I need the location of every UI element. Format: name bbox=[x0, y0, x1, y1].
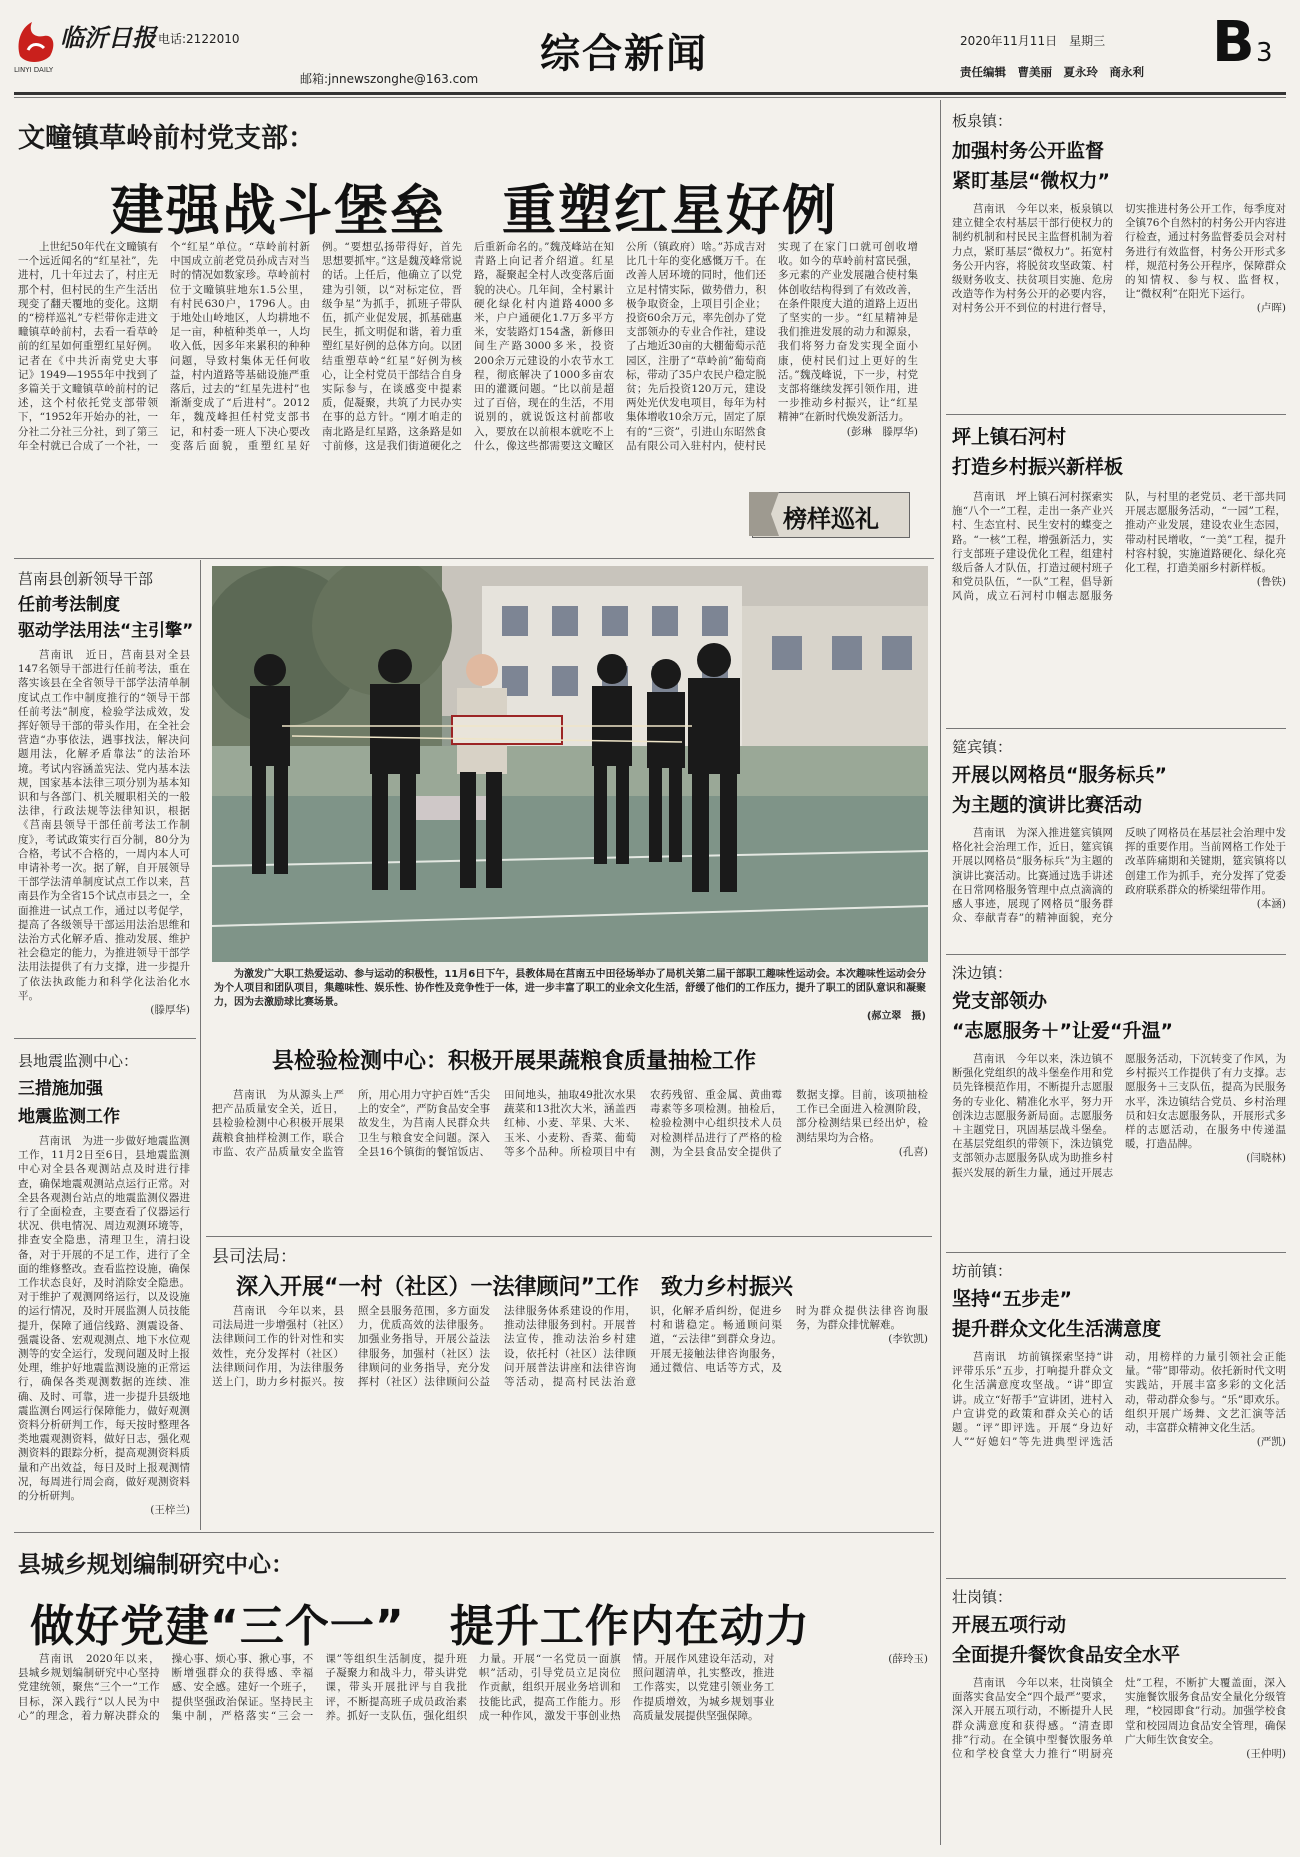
logo-text: 临沂日报 bbox=[60, 23, 156, 52]
center1-body-text: 莒南讯 为从源头上严把产品质量安全关，近日，县检验检测中心积极开展果蔬粮食抽样检测工作，联合市监、农产品质量安全监管所，用心用力守护百姓“舌尖上的安全”，严防食品安全事故发生，为莒南人民群众共卫生与粮食安全问题。深入全县16个镇街的餐馆饭店、田间地头，抽取49批次水果蔬菜和13批次大米，涵盖西红柿、小麦、苹果、大米、玉米、小麦粉、香菜、葡萄等多个品种。所检项目中有农药残留、重金属、黄曲霉毒素等多项检测。抽检后，检验检测中心组织技术人员对检测样品进行了严格的检测，为全县食品安全提供了数据支撑。目前，该项抽检工作已全面进入检测阶段，部分检测结果已经出炉，检测结果均为合格。 bbox=[212, 1089, 928, 1158]
right4-body bbox=[952, 1350, 1286, 1568]
right1-body-text: 莒南讯 坪上镇石河村探索实施“八个一”工程，走出一条产业兴村、生态宜村、民生安村的蝶变之路。“一核”工程，增强新活力，实行支部班子建设优化工程，组建村级后备人才队伍，打造过硬村班子和党员队伍，“一队”工程，倡导新风尚，成立石河村巾帼志愿服务队，与村里的老党员、老干部共同开展志愿服务活动，“一园”工程，推动产业发展，建设农业生态园，带动村民增收，“一美”工程，提升村容村貌，实施道路硬化、绿化亮化工程，打造美丽乡村新样板。 bbox=[952, 491, 1286, 603]
page-letter: B bbox=[1212, 10, 1255, 75]
left2-headline-line-1: 三措施加强 bbox=[18, 1079, 103, 1099]
right0-body-text: 莒南讯 今年以来，板泉镇以建立健全农村基层干部行使权力的制约机制和村民民主监督机制为着力点，紧盯基层“微权力”。拓宽村务公开内容，将脱贫攻坚政策、村级财务收支、扶贫项目实施、危房改造等作为村务公开的必要内容，对村务公开不到位的村进行督导，切实推进村务公开工作，每季度对全镇76个自然村的村务公开内容进行检查，通过村务监督委员会对村务进行有效监督，村务公开形式多样，规范村务公开程序，保障群众的知情权、参与权、监督权，让“微权利”在阳光下运行。 bbox=[952, 203, 1286, 315]
left1-headline-line-2: 驱动学法用法“主引擎” bbox=[18, 621, 194, 641]
lead-bottom-rule bbox=[14, 558, 934, 559]
right2-headline-line-1: 开展以网格员“服务标兵” bbox=[952, 764, 1167, 786]
right3-body bbox=[952, 1052, 1286, 1242]
header-rule-thin bbox=[14, 97, 1286, 98]
center1-headline: 县检验检测中心：积极开展果蔬粮食质量抽检工作 bbox=[272, 1049, 757, 1074]
right2-rule bbox=[946, 954, 1286, 955]
left1-kicker: 莒南县创新领导干部 bbox=[18, 570, 154, 588]
right1-headline-line-2: 打造乡村振兴新样板 bbox=[952, 456, 1124, 478]
right3-headline-line-2: “志愿服务＋”让爱“升温” bbox=[952, 1020, 1173, 1042]
right5-byline: (王仲明) bbox=[1246, 1748, 1286, 1761]
bottom-byline: (薛玲玉) bbox=[888, 1653, 928, 1665]
left2-headline-line-2: 地震监测工作 bbox=[18, 1107, 120, 1127]
right5-headline-line-1: 开展五项行动 bbox=[952, 1614, 1067, 1636]
center2-body bbox=[212, 1304, 928, 1524]
center1-bottom-rule bbox=[206, 1236, 932, 1237]
right5-body-text: 莒南讯 今年以来，壮岗镇全面落实食品安全“四个最严”要求，深入开展五项行动，不断提升人民群众满意度和获得感。“清查即排”行动。在全镇中型餐饮服务单位和学校食堂大力推行“明厨亮灶”工程，不断扩大覆盖面，深入实施餐饮服务食品安全量化分级管理，“校园即食”行动。加强学校食堂和校园周边食品安全管理，确保广大师生饮食安全。 bbox=[952, 1677, 1286, 1761]
masthead-logo bbox=[14, 14, 156, 74]
right2-body-text: 莒南讯 为深入推进筵宾镇网格化社会治理工作，近日，筵宾镇开展以网格员“服务标兵”为主题的演讲比赛活动。比赛通过选手讲述在日常网格服务管理中点点滴滴的感人事迹，展现了网格员“服务群众、奉献青春”的精神面貌，充分反映了网格员在基层社会治理中发挥的重要作用。当前网格工作处于改革阵痛期和关键期，筵宾镇将以创建工作为抓手，充分发挥了党委政府联系群众的桥梁纽带作用。 bbox=[952, 827, 1286, 925]
lead-body-text: 上世纪50年代在文疃镇有一个远近闻名的“红星社”，先进村，几十年过去了，村庄无那个村，但村民的生产生活出现变了翻天覆地的变化。这期的“榜样巡礼”专栏带你走进文疃镇草岭前村，去看一看草岭前的红星如何重塑红星好例。记者在《中共沂南党史大事记》1949—1955年中找到了多篇关于文疃镇草岭前村的记述，这个村依托党支部带领下，“1952年开始办的社，一分社二分社三分社，到了第三年全村就已合成了一个社，一个“红星”单位。“草岭前村新中国成立前老党员孙成吉对当时的情况如数家珍。草岭前村位于文疃镇驻地东1.5公里，有村民630户，1796人。由于地处山岭地区，人均耕地不足一亩，种植种类单一，人均收入低，因多年来累积的种种问题，导致村集体无任何收益，村内道路等基础设施严重落后，过去的“红星先进村”也渐渐变成了“后进村”。2012年，魏茂峰担任村党支部书记，和村委一班人下决心要改变落后面貌，重塑红星好例。“要想弘扬带得好，首先思想要抓牢。”这是魏茂峰常说的话。上任后，他确立了以党建为引领，以“对标定位，晋级争星”为抓手，抓班子带队伍，抓产业促发展，抓基础惠民生，抓文明促和谐，着力重塑红星好例的总体方向。以团结重塑草岭“红星”好例为核心，让全村党员干部结合自身实际参与，在谈感变中提素质，促凝聚，共筑了力民办实在事的总方针。“刚才咱走的南北路是红星路，这条路是如寸前修，这是我们街道硬化之后重新命名的。”魏茂峰站在知青路上向记者介绍道。红星路，凝聚起全村人改变落后面貌的决心。几年间，全村累计硬化绿化村内道路4000多米，户户通硬化1.7万多平方米，安装路灯154盏，新修田间生产路3000多米，投资200余万元建设的小农节水工程，彻底解决了1000多亩农田的灌溉问题。“比以前是超过了百倍，现在的生活，不用说别的，就说饭这村前都收入，要放在以前根本就吃不上什么，像这些都需要这文疃区公所（镇政府）啥。”苏成吉对比几十年的变化感慨万千。在改善人居环境的同时，他们还立足村情实际，做势借力，积极争取资金，上项目引企业；投资60余万元，率先创办了党支部领办的专业合作社，建设了占地近30亩的大棚葡萄示范园区，注册了“草岭前”葡萄商标，带动了35户农民户稳定脱贫；先后投资120万元，建设两处光伏发电项目，每年为村集体增收10余万元，固定了原有的“三资”，引进山东昭然食品有限公司入驻村内，使村民实现了在家门口就可创收增收。如今的草岭前村富民强，多元素的产业发展融合使村集体创收结构得到了有效改善，在条件限度大道的道路上迈出了坚实的一步。“红星精神是我们推进发展的动力和源泉，我们将努力奋发实现全面小康，使村民们过上更好的生活。”魏茂峰说，下一步，村党支部将继续发挥引领作用，进一步推动乡村振兴，让“红星精神”在新时代焕发新活力。 bbox=[18, 241, 918, 452]
bottom-kicker: 县城乡规划编制研究中心： bbox=[18, 1551, 294, 1578]
right4-headline-line-1: 坚持“五步走” bbox=[952, 1288, 1072, 1310]
bottom-headline: 做好党建“三个一” 提升工作内在动力 bbox=[30, 1601, 810, 1652]
event-photo bbox=[212, 566, 928, 962]
bottom-body bbox=[18, 1652, 928, 1848]
right3-headline-line-1: 党支部领办 bbox=[952, 990, 1048, 1012]
newspaper-logo-icon bbox=[14, 16, 58, 66]
photo-illustration bbox=[212, 566, 928, 962]
ribbon-icon bbox=[749, 492, 779, 536]
header-rule bbox=[14, 92, 1286, 95]
right4-body-text: 莒南讯 坊前镇探索坚持“讲评带乐乐”五步，打响提升群众文化生活满意度攻坚战。“讲”即宣讲。成立“好帮手”宣讲团，进村入户宣讲党的政策和群众关心的话题。“评”即评选。开展“身边好人”“好媳妇”等先进典型评选活动，用榜样的力量引领社会正能量。“带”即带动。依托新时代文明实践站，开展丰富多彩的文化活动，带动群众参与。“乐”即欢乐。组织开展广场舞、文艺汇演等活动，丰富群众精神文化生活。 bbox=[952, 1351, 1286, 1449]
right3-rule bbox=[946, 1252, 1286, 1253]
page-number: 3 bbox=[1256, 38, 1273, 68]
left1-headline-line-1: 任前考法制度 bbox=[18, 595, 120, 615]
right1-byline: (鲁铁) bbox=[1256, 576, 1286, 589]
photo-caption bbox=[214, 968, 926, 1030]
right0-headline-line-1: 加强村务公开监督 bbox=[952, 140, 1105, 162]
photo-credit: (郝立翠 摄) bbox=[866, 1011, 926, 1022]
right0-rule bbox=[946, 414, 1286, 415]
right1-body bbox=[952, 490, 1286, 718]
left1-byline: (滕厚华) bbox=[150, 1004, 190, 1017]
right4-rule bbox=[946, 1578, 1286, 1579]
right-column-divider bbox=[940, 100, 941, 1845]
left-column-divider bbox=[200, 560, 201, 1530]
right5-body bbox=[952, 1676, 1286, 1848]
center2-byline: (李钦凯) bbox=[888, 1333, 928, 1346]
right3-kicker: 洙边镇： bbox=[952, 964, 1013, 982]
right0-kicker: 板泉镇： bbox=[952, 112, 1013, 130]
lead-kicker: 文疃镇草岭前村党支部： bbox=[18, 123, 315, 154]
right0-body bbox=[952, 202, 1286, 404]
right4-byline: (严凯) bbox=[1256, 1436, 1286, 1449]
header-phone: 电话:2122010 bbox=[158, 32, 240, 46]
right5-headline-line-2: 全面提升餐饮食品安全水平 bbox=[952, 1644, 1181, 1666]
left2-byline: (王梓兰) bbox=[150, 1504, 190, 1517]
header-date: 2020年11月11日 星期三 bbox=[960, 34, 1106, 48]
center2-body-text: 莒南讯 今年以来，县司法局进一步增强村（社区）法律顾问工作的针对性和实效性，充分发挥村（社区）法律顾问作用，为法律服务送上门，助力乡村振兴。按照全县服务范围，多方面发力，优质高效的法律服务。加强业务指导，开展公益法律服务，加强村（社区）法律顾问的业务指导，充分发挥村（社区）法律顾问公益法律服务体系建设的作用，推动法律服务到村。开展普法宣传，推动法治乡村建设，依托村（社区）法律顾问开展普法讲座和法律咨询等活动，提高村民法治意识，化解矛盾纠纷，促进乡村和谐稳定。畅通顾问渠道，“云法律”到群众身边。开展无接触法律咨询服务，通过微信、电话等方式，及时为群众提供法律咨询服务，为群众排忧解难。 bbox=[212, 1305, 928, 1389]
right0-headline-line-2: 紧盯基层“微权力” bbox=[952, 170, 1110, 192]
right4-headline-line-2: 提升群众文化生活满意度 bbox=[952, 1318, 1162, 1340]
bottom-body-text: 莒南讯 2020年以来，县城乡规划编制研究中心坚持党建统领，聚焦“三个一”工作目标，深入践行“以人民为中心”的理念，着力解决群众的操心事、烦心事、揪心事，不断增强群众的获得感、幸福感、安全感。建好一个班子，提供坚强政治保证。坚持民主集中制，严格落实“三会一课”等组织生活制度，提升班子凝聚力和战斗力，带头讲党课，带头开展批评与自我批评，不断提高班子成员政治素养。抓好一支队伍，强化组织力量。开展“一名党员一面旗帜”活动，引导党员立足岗位作贡献，组织开展业务培训和技能比武，提高工作能力。形成一种作风，激发干事创业热情。开展作风建设年活动，对照问题清单，扎实整改，推进工作落实，以党建引领业务工作提质增效，为城乡规划事业高质量发展提供坚强保障。 bbox=[18, 1653, 775, 1722]
left2-body bbox=[18, 1134, 190, 1518]
right1-headline-line-1: 坪上镇石河村 bbox=[952, 426, 1067, 448]
badge-text: 榜样巡礼 bbox=[783, 505, 879, 533]
photo-caption-text: 为激发广大职工热爱运动、参与运动的积极性，11月6日下午，县教体局在莒南五中田径场举办了局机关第二届干部职工趣味性运动会。本次趣味性运动会分为个人项目和团队项目，集趣味性、娱乐性、协作性及竞争性于一体，进一步丰富了职工的业余文化生活，舒缓了他们的工作压力，提升了职工的团队意识和凝聚力，因为去激励球比赛场景。 bbox=[214, 969, 926, 1008]
header-email: 邮箱:jnnewszonghe@163.com bbox=[300, 72, 479, 86]
right2-body bbox=[952, 826, 1286, 946]
right5-kicker: 壮岗镇： bbox=[952, 1588, 1013, 1606]
page-number-badge bbox=[1212, 10, 1292, 76]
center2-kicker: 县司法局： bbox=[212, 1247, 297, 1267]
right3-body-text: 莒南讯 今年以来，洙边镇不断强化党组织的战斗堡垒作用和党员先锋模范作用，不断提升志愿服务的专业化、精准化水平，努力开创洙边志愿服务新局面。志愿服务＋主题党日，巩固基层战斗堡垒。在基层党组织的带领下，洙边镇党支部领办志愿服务队成为助推乡村振兴发展的新生力量，通过开展志愿服务活动，下沉转变了作风，为乡村振兴工作提供了有力支撑。志愿服务＋三支队伍，提高为民服务水平，洙边镇结合党员、乡村治理员和妇女志愿服务队，开展形式多样的志愿活动，在服务中传递温暖，打造品牌。 bbox=[952, 1053, 1286, 1179]
right3-byline: (闫晓林) bbox=[1246, 1152, 1286, 1165]
lead-byline: (彭琳 滕厚华) bbox=[846, 425, 918, 438]
center2-headline: 深入开展“一村（社区）一法律顾问”工作 致力乡村振兴 bbox=[236, 1275, 793, 1300]
right0-byline: (卢晖) bbox=[1256, 302, 1286, 315]
right4-kicker: 坊前镇： bbox=[952, 1262, 1013, 1280]
left2-body-text: 莒南讯 为进一步做好地震监测工作，11月2日至6日，县地震监测中心对全县各观测站点及时进行排查，确保地震观测站点运行正常。对全县各观测台站点的地震监测仪器进行了全面检查，主要查看了仪器运行状况、供电情况、周边观测环境等，排查安全隐患，清理卫生，清扫设备，对于开展的不足工作，进行了全面的维修整改。查看监控设施，确保工作状态良好，及时消除安全隐患。对于维护了观测网络运行，以及设施的运行情况，及时开展监测人员技能提升，保障了通信线路、测震设备、强震设备、宏观观测点、地下水位观测等的安全运行，发现问题及时上报处理，维护好地震监测设施的正常运行，确保各类观测数据的连续、准确、及时、可靠，进一步提升县级地震监测台网运行保障能力，做好观测资料分析研判工作，每天按时整理各类地震观测资料，做好日志，强化观测资料的跟踪分析，提高观测资料质量和产出效益，每日及时上报观测情况，每周进行周会商，做好观测资料的分析研判。 bbox=[18, 1135, 190, 1503]
section-title: 综合新闻 bbox=[540, 31, 708, 77]
badge-banner bbox=[752, 492, 910, 538]
header-editors: 责任编辑 曹美丽 夏永玲 商永利 bbox=[960, 65, 1144, 79]
lead-headline: 建强战斗堡垒 重塑红星好例 bbox=[110, 179, 838, 242]
center1-byline: (孔喜) bbox=[898, 1145, 928, 1158]
left1-body-text: 莒南讯 近日，莒南县对全县147名领导干部进行任前考法，重在落实该县在全省领导干部学法清单制度试点工作中制度推行的“领导干部任前考法”制度，检验学法成效，发挥好领导干部的带头作用，在全社会营造“办事依法，遇事找法，解决问题用法，化解矛盾靠法”的法治环境。考试内容涵盖宪法、党内基本法规，国家基本法律三项分别为基本知识和与各部门、机关履职相关的一般法律，行政法规等法律知识，根据《莒南县领导干部任前考法工作制度》，考试政策实行百分制，80分为合格，考试不合格的，一周内本人可申请补考一次。据了解，自开展领导干部学法清单制度试点工作以来，莒南县作为全省15个试点市县之一，全面推进一试点工作，通过以考促学，提高了各级领导干部运用法治思维和法治方式化解矛盾、推动发展、维护社会稳定的能力，为推进领导干部学法用法提供了有力支撑，进一步提升了依法执政能力和科学化法治化水平。 bbox=[18, 649, 190, 1002]
right2-kicker: 筵宾镇： bbox=[952, 738, 1013, 756]
right1-rule bbox=[946, 728, 1286, 729]
right2-byline: (本涵) bbox=[1256, 898, 1286, 911]
bottom-section-rule bbox=[14, 1532, 934, 1533]
left1-body bbox=[18, 648, 190, 1028]
left1-bottom-rule bbox=[14, 1038, 196, 1039]
logo-sub: LINYI DAILY bbox=[14, 66, 54, 74]
center1-body bbox=[212, 1088, 928, 1228]
left2-kicker: 县地震监测中心： bbox=[18, 1052, 139, 1070]
right2-headline-line-2: 为主题的演讲比赛活动 bbox=[952, 794, 1143, 816]
